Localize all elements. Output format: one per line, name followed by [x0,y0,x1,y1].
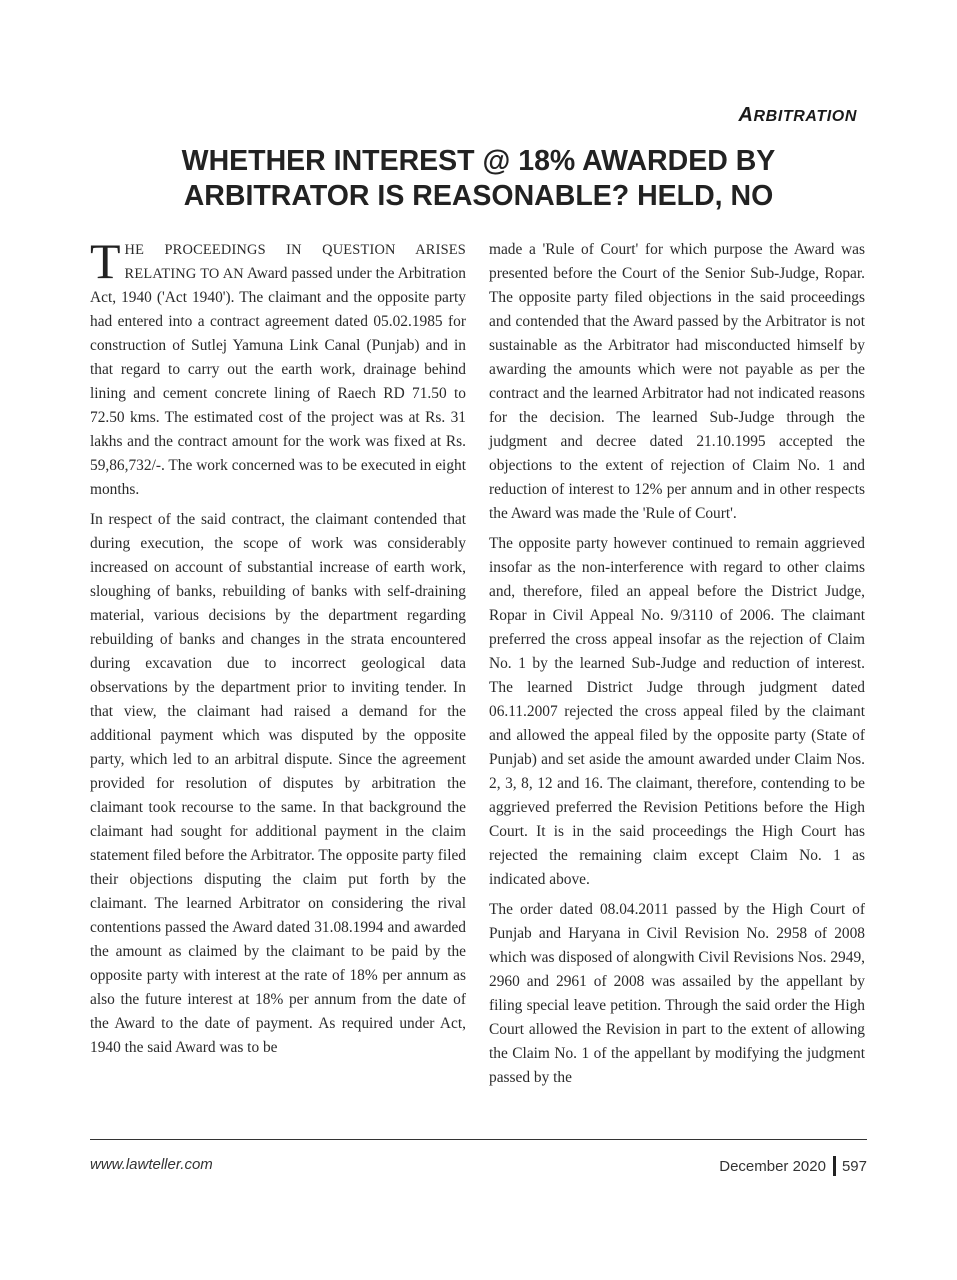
paragraph-1-text: Award passed under the Arbitration Act, 1940 ('Act 1940'). The claimant and the opposite party had entered into a contract agreement dated 05.02.1985 for construction of Sutlej Yamuna Link Canal (Punjab) and in that regard to carry out the earth work, drainage behind lining and cement concrete lining of Raech RD 71.50 to 72.50 kms. The estimated cost of the project was at Rs. 31 lakhs and the contract amount for the work was fixed at Rs. 59,86,732/-. The work concerned was to be executed in eight months. [90,265,466,498]
paragraph-1 [90,233,466,502]
section-label-rest: RBITRATION [753,108,857,125]
lead-in-caps: HE PROCEEDINGS IN QUESTION ARISES RELATING TO AN [124,242,466,282]
footer-issue-info [719,1156,867,1176]
paragraph-2: In respect of the said contract, the claimant contended that during execution, the scope of work was considerably increased on account of substantial increase of earth work, sloughing of banks, rebuilding of banks with self-draining material, various decisions by the department regarding rebuilding of banks and changes in the strata encountered during excavation due to incorrect geological data observations by the department prior to inviting tender. In that view, the claimant had raised a demand for the additional payment which was disputed by the opposite party, which led to an arbitral dispute. Since the agreement provided for resolution of disputes by arbitration the claimant took recourse to the same. In that background the claimant had sought for additional payment in the claim statement filed before the Arbitrator. The opposite party filed their objections disputing the claim put forth by the claimant. The learned Arbitrator on considering the rival contentions passed the Award dated 31.08.1994 and awarded the amount as claimed by the claimant to be paid by the opposite party with interest at the rate of 18% per annum as also the future interest at 18% per annum from the date of the Award to the date of payment. As required under Act, 1940 the said Award was to be [90,511,466,1056]
right-column [489,238,865,1096]
drop-cap: T [90,233,121,289]
article-headline [90,144,867,214]
footer-page-number: 597 [841,1157,867,1175]
section-label-initial: A [738,104,754,126]
left-column [90,233,466,1066]
footer-separator [833,1156,836,1176]
section-label [738,104,857,127]
footer-rule [90,1139,867,1140]
headline-line-2: ARBITRATOR IS REASONABLE? HELD, NO [183,180,774,212]
paragraph-5: The order dated 08.04.2011 passed by the High Court of Punjab and Haryana in Civil Revision No. 2958 of 2008 which was disposed of alongwith Civil Revisions Nos. 2949, 2960 and 2961 of 2008 was assailed by the appellant by filing special leave petition. Through the said order the High Court allowed the Revision in part to the extent of allowing the Claim No. 1 of the appellant by modifying the judgment passed by the [489,901,865,1086]
headline-line-1: WHETHER INTEREST @ 18% AWARDED BY [181,145,776,177]
paragraph-4: The opposite party however continued to remain aggrieved insofar as the non-interference with regard to other claims and, therefore, filed an appeal before the District Judge, Ropar in Civil Appeal No. 9/3110 of 2006. The claimant preferred the cross appeal insofar as the rejection of Claim No. 1 by the learned Sub-Judge and reduction of interest. The learned District Judge through judgment dated 06.11.2007 rejected the cross appeal filed by the claimant and allowed the appeal filed by the opposite party (State of Punjab) and set aside the amount awarded under Claim Nos. 2, 3, 8, 12 and 16. The claimant, therefore, contending to be aggrieved preferred the Revision Petitions before the High Court. It is in the said proceedings the High Court has rejected the remaining claim except Claim No. 1 as indicated above. [489,535,865,888]
paragraph-3: made a 'Rule of Court' for which purpose the Award was presented before the Court of the Senior Sub-Judge, Ropar. The opposite party filed objections in the said proceedings and contended that the Award passed by the Arbitrator is not sustainable as the Arbitrator had misconducted himself by awarding the amounts which were not payable as per the contract and the learned Arbitrator had not indicated reasons for the decision. The learned Sub-Judge through the judgment and decree dated 21.10.1995 accepted the objections to the extent of rejection of Claim No. 1 and reduction of interest to 12% per annum and in other respects the Award was made the 'Rule of Court'. [489,241,865,522]
footer-issue-date: December 2020 [719,1157,826,1175]
footer-website-link[interactable]: www.lawteller.com [90,1156,213,1173]
